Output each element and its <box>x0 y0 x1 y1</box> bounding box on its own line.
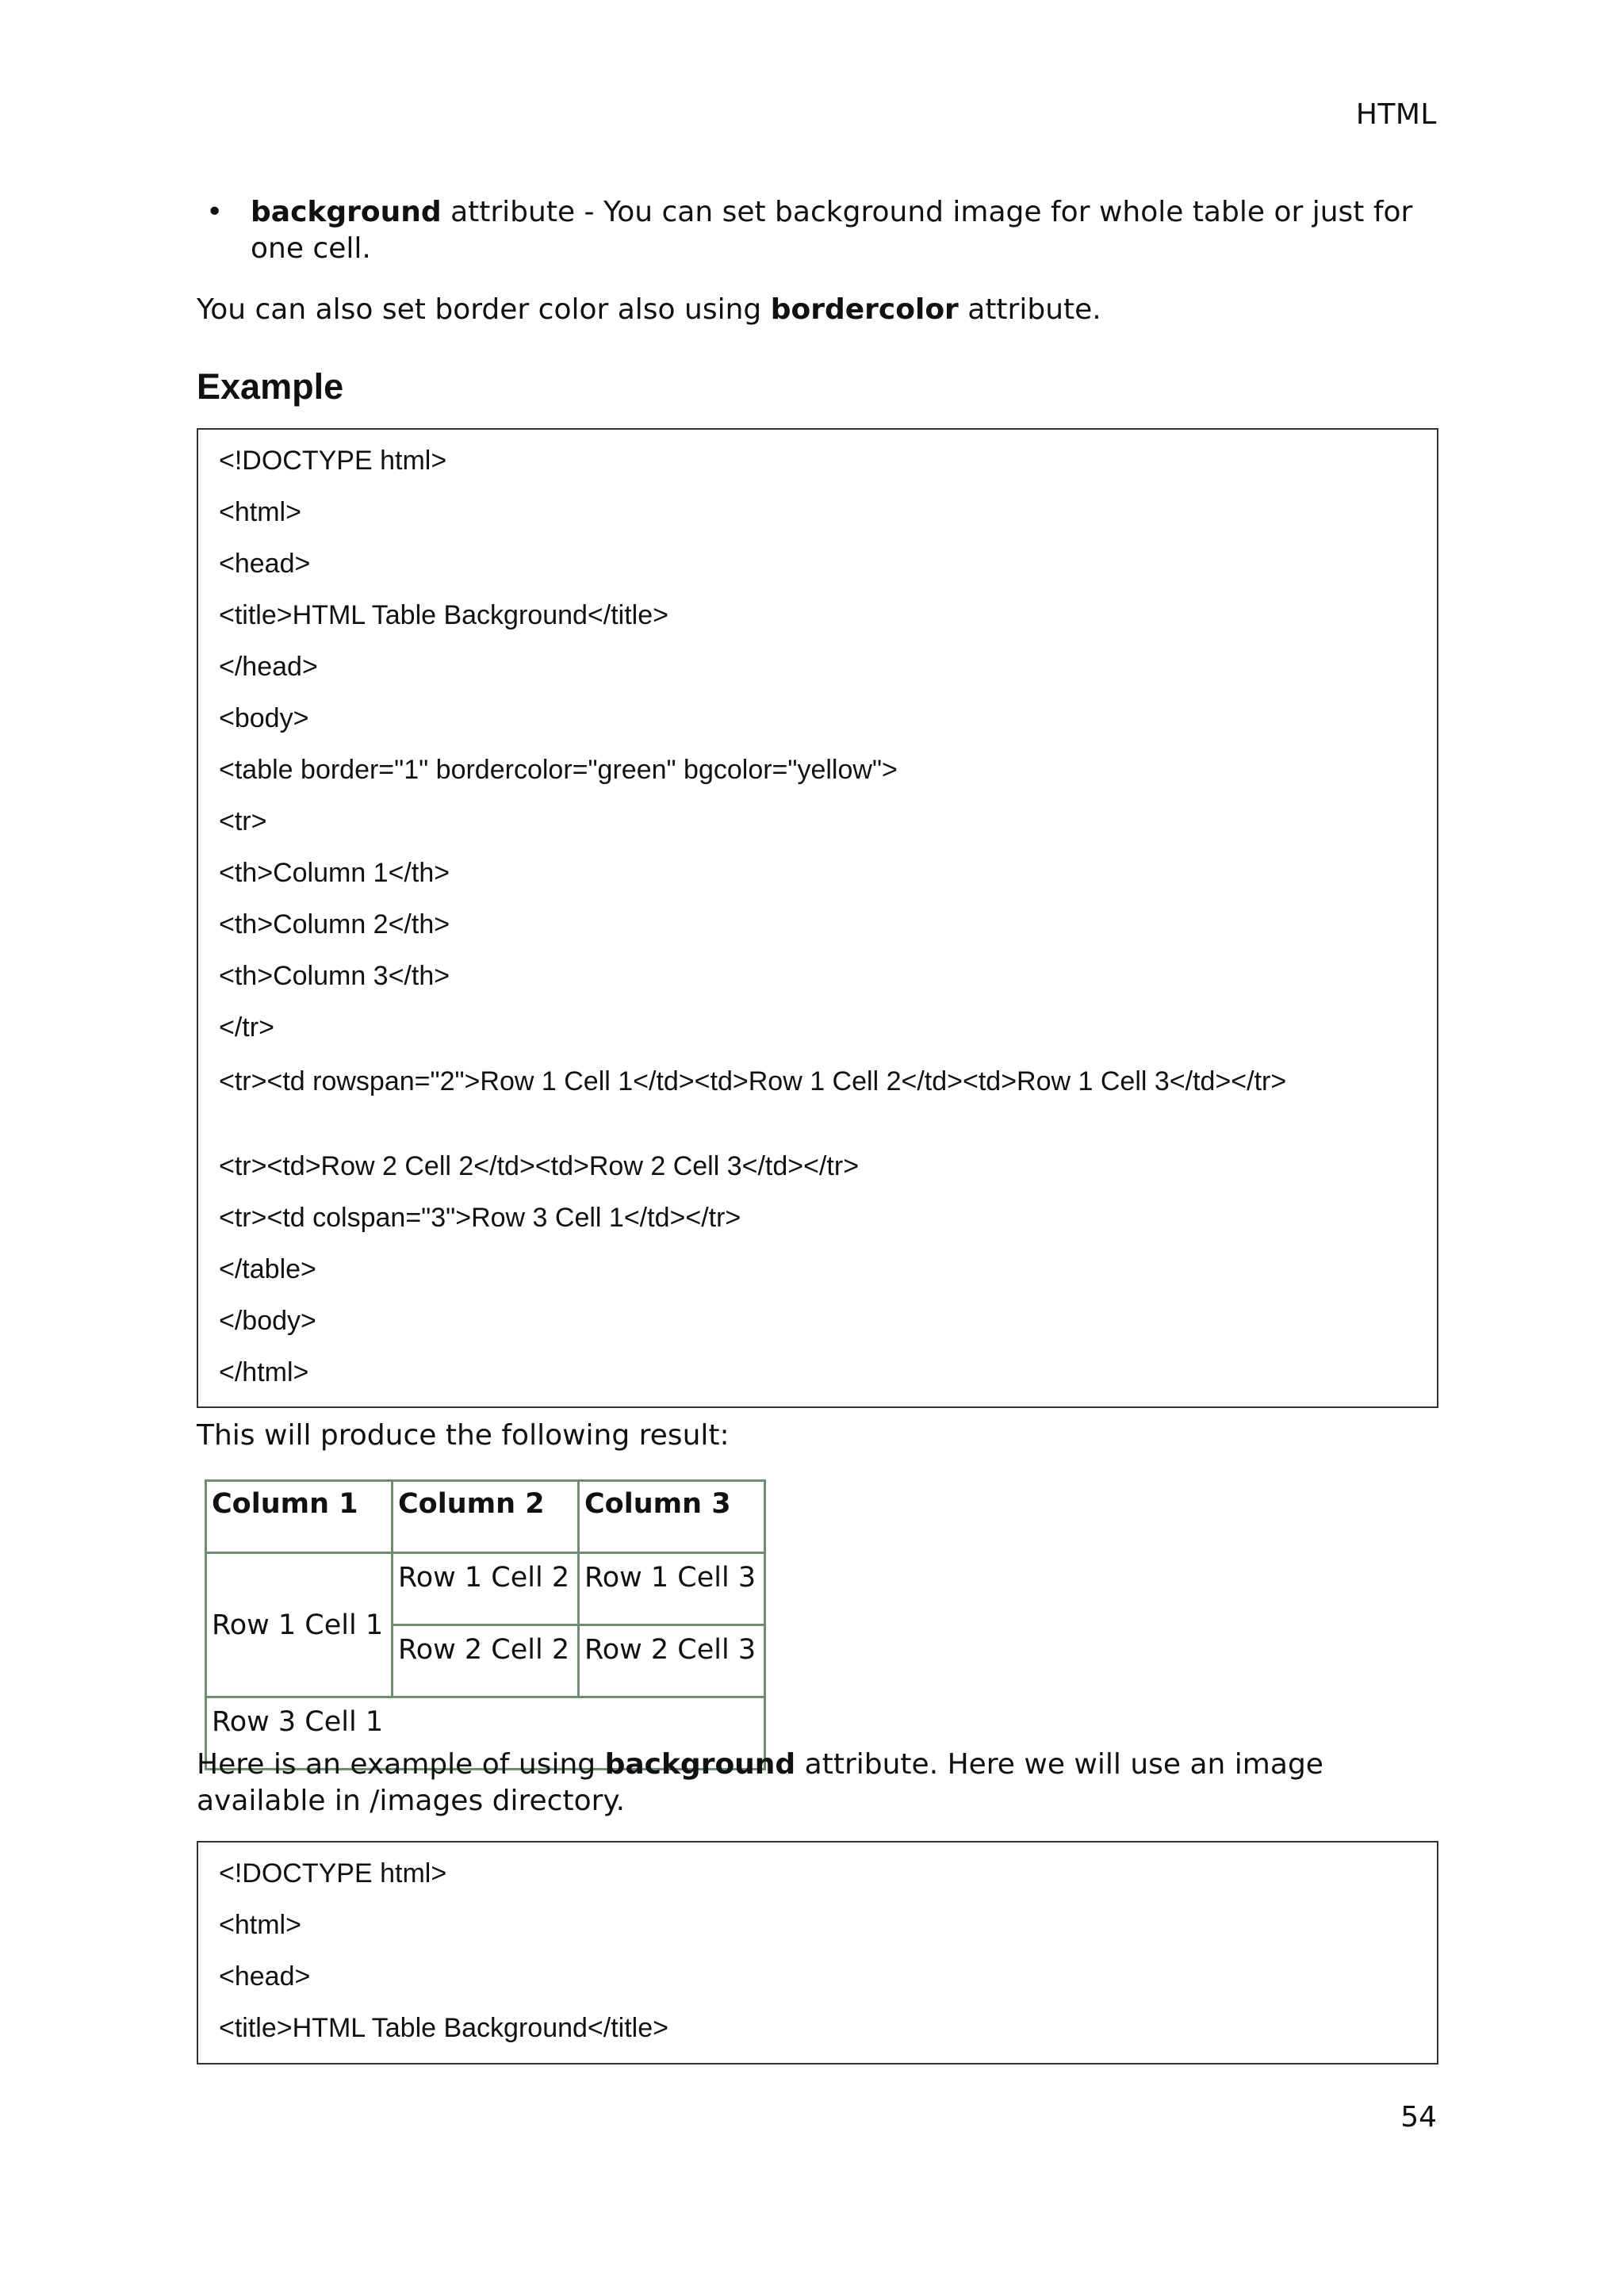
table-row <box>206 1553 765 1625</box>
table-cell: Row 1 Cell 2 <box>393 1553 579 1625</box>
code-line: <tr><td colspan="3">Row 3 Cell 1</td></tr> <box>219 1203 741 1233</box>
code-line: <table border="1" bordercolor="green" bgcolor="yellow"> <box>219 755 898 785</box>
table-cell: Row 2 Cell 3 <box>579 1625 765 1697</box>
para1-term: bordercolor <box>770 293 959 326</box>
table-cell: Row 1 Cell 3 <box>579 1553 765 1625</box>
bullet-term: background <box>251 196 442 228</box>
code-line: <tr> <box>219 806 267 836</box>
para2-term: background <box>604 1748 796 1781</box>
background-paragraph <box>197 1747 1442 1820</box>
code-line: </html> <box>219 1357 309 1387</box>
code-line: <title>HTML Table Background</title> <box>219 600 668 630</box>
code-line: <title>HTML Table Background</title> <box>219 2013 668 2043</box>
result-intro: This will produce the following result: <box>197 1419 730 1452</box>
para2-text-before: Here is an example of using <box>197 1748 605 1781</box>
para2-text-after: attribute. Here we will use an image available in /images directory. <box>197 1748 1323 1817</box>
code-line: </tr> <box>219 1012 274 1043</box>
code-line: <tr><td>Row 2 Cell 2</td><td>Row 2 Cell 3</td></tr> <box>219 1151 860 1181</box>
bullet-dot-icon: • <box>206 196 224 228</box>
code-line: <!DOCTYPE html> <box>219 446 447 476</box>
code-line: <th>Column 1</th> <box>219 858 450 888</box>
code-line: </table> <box>219 1254 316 1284</box>
example-heading: Example <box>197 366 344 407</box>
running-header: HTML <box>1355 98 1437 131</box>
code-line: <body> <box>219 703 309 733</box>
code-line: <!DOCTYPE html> <box>219 1858 447 1888</box>
code-example-box <box>197 428 1438 1408</box>
table-header-cell: Column 2 <box>393 1481 579 1553</box>
table-cell: Row 2 Cell 2 <box>393 1625 579 1697</box>
table-header-cell: Column 3 <box>579 1481 765 1553</box>
code-line: <th>Column 2</th> <box>219 909 450 939</box>
table-cell: Row 1 Cell 1 <box>206 1553 393 1697</box>
table-cell: Row 3 Cell 1 <box>206 1697 765 1770</box>
code-line: <tr><td rowspan="2">Row 1 Cell 1</td><td>Row 1 Cell 2</td><td>Row 1 Cell 3</td></tr> <box>219 1066 1287 1096</box>
code-example-box-2 <box>197 1841 1438 2064</box>
code-line: <html> <box>219 497 301 527</box>
bordercolor-paragraph <box>197 292 1442 328</box>
code-line: </head> <box>219 652 318 682</box>
para1-text-after: attribute. <box>958 293 1101 326</box>
code-line: <head> <box>219 549 311 579</box>
para1-text-before: You can also set border color also using <box>197 293 771 326</box>
bullet-item-background <box>206 194 1440 267</box>
result-table <box>205 1479 766 1770</box>
table-header-row <box>206 1481 765 1553</box>
code-line: <head> <box>219 1961 311 1992</box>
code-line: <html> <box>219 1910 301 1940</box>
page-number: 54 <box>1400 2101 1437 2133</box>
code-line: <th>Column 3</th> <box>219 961 450 991</box>
table-header-cell: Column 1 <box>206 1481 393 1553</box>
code-line: </body> <box>219 1306 316 1336</box>
bullet-text: attribute - You can set background image for whole table or just for one cell. <box>251 196 1413 265</box>
